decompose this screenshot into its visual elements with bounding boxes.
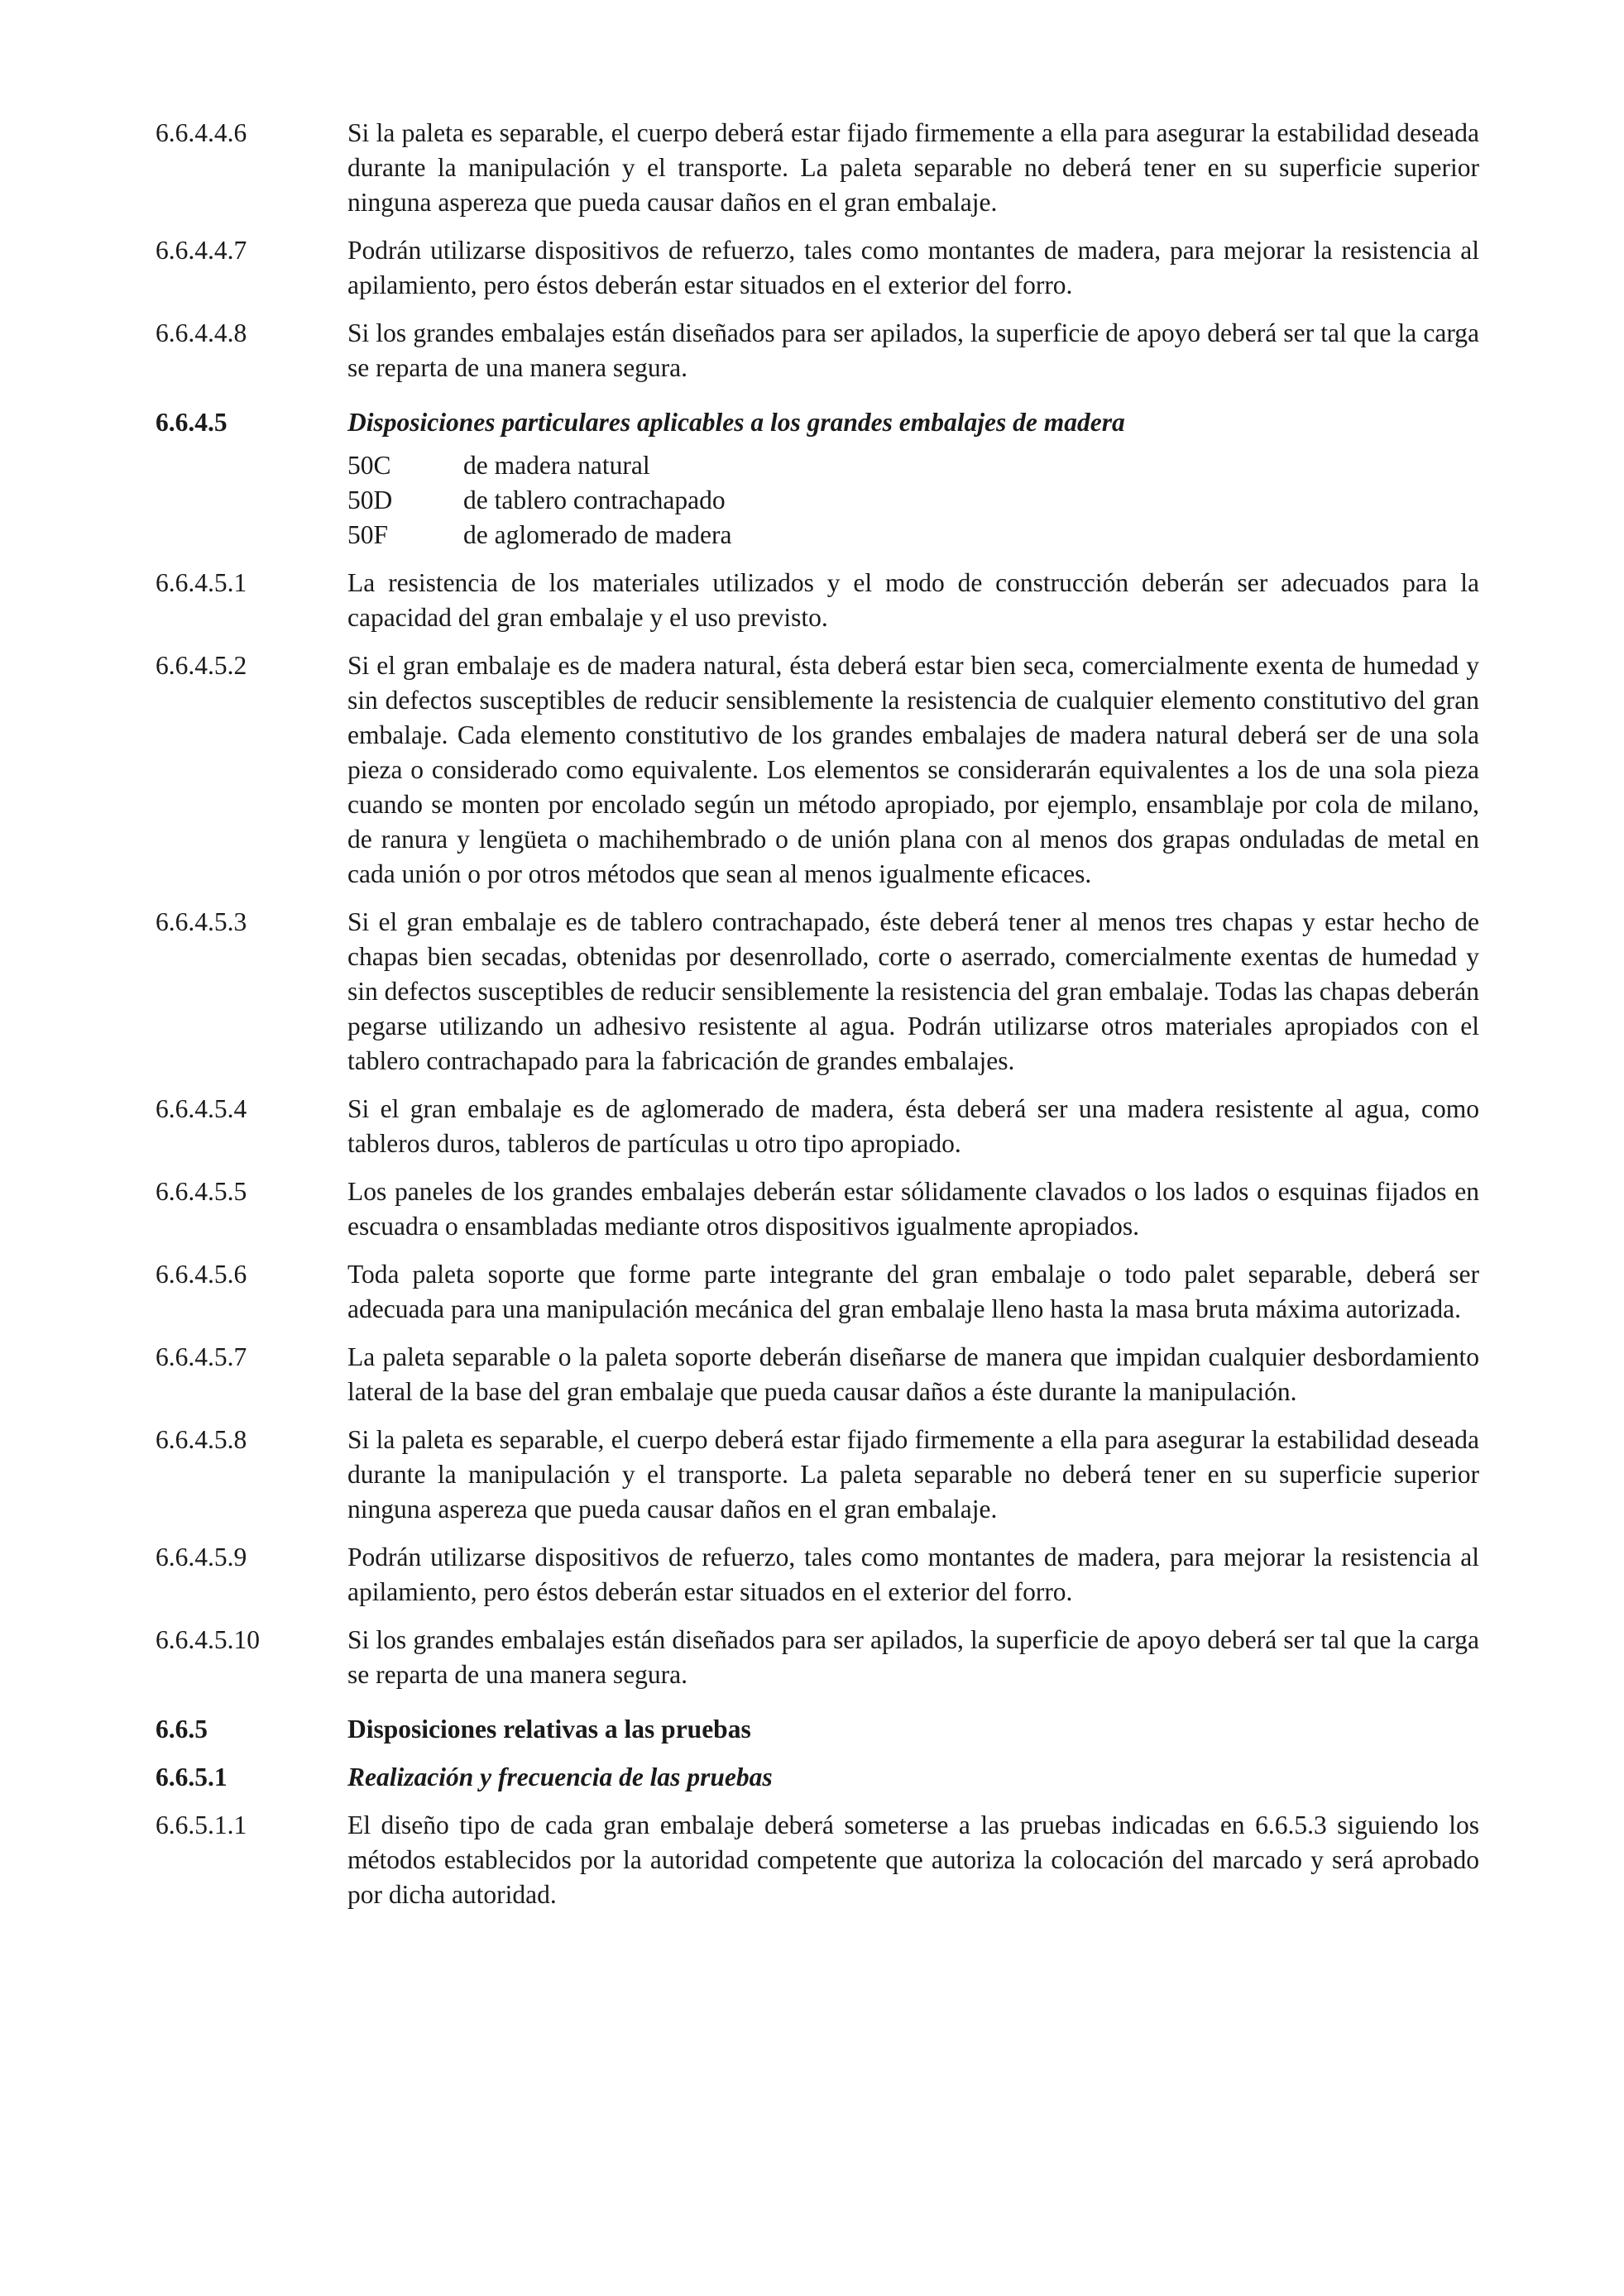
paragraph-text: Si los grandes embalajes están diseñados para ser apilados, la superficie de apoyo deberá ser tal que la carga se reparta de una manera segura. xyxy=(347,1625,1479,1689)
paragraph-6-6-4-5-1 xyxy=(156,566,1479,635)
paragraph-6-6-4-5-7 xyxy=(156,1340,1479,1409)
section-title: Realización y frecuencia de las pruebas xyxy=(347,1763,773,1791)
code-list-item xyxy=(347,448,1479,483)
paragraph-number: 6.6.4.4.8 xyxy=(156,318,247,347)
document-page xyxy=(156,116,1479,1925)
section-number: 6.6.4.5 xyxy=(156,408,228,437)
paragraph-number: 6.6.4.5.1 xyxy=(156,568,247,597)
code-list xyxy=(347,448,1479,552)
paragraph-text: La paleta separable o la paleta soporte deberán diseñarse de manera que impidan cualquier desbordamiento lateral de la base del gran embalaje que pueda causar daños a éste durante la manipulación. xyxy=(347,1342,1479,1406)
code-list-item xyxy=(347,518,1479,552)
paragraph-number: 6.6.4.5.9 xyxy=(156,1543,247,1571)
paragraph-text: La resistencia de los materiales utilizados y el modo de construcción deberán ser adecuados para la capacidad del gran embalaje y el uso previsto. xyxy=(347,568,1479,632)
paragraph-6-6-4-4-8 xyxy=(156,316,1479,385)
paragraph-text: Si el gran embalaje es de tablero contrachapado, éste deberá tener al menos tres chapas y estar hecho de chapas bien secadas, obtenidas por desenrollado, corte o aserrado, comercialmente exentas de humedad y sin defectos susceptibles de reducir sensiblemente la resistencia del gran embalaje. Todas las chapas deberán pegarse utilizando un adhesivo resistente al agua. Podrán utilizarse otros materiales apropiados con el tablero contrachapado para la fabricación de grandes embalajes. xyxy=(347,907,1479,1075)
paragraph-6-6-5-1-1 xyxy=(156,1808,1479,1912)
section-title: Disposiciones relativas a las pruebas xyxy=(347,1715,751,1744)
paragraph-text: El diseño tipo de cada gran embalaje deberá someterse a las pruebas indicadas en 6.6.5.3 siguiendo los métodos establecidos por la autoridad competente que autoriza la colocación del marcado y será aprobado por dicha autoridad. xyxy=(347,1810,1479,1909)
code-description: de aglomerado de madera xyxy=(463,520,732,549)
paragraph-6-6-4-4-7 xyxy=(156,233,1479,303)
paragraph-text: Si la paleta es separable, el cuerpo deberá estar fijado firmemente a ella para asegurar la estabilidad deseada durante la manipulación y el transporte. La paleta separable no deberá tener en su superficie superior ninguna aspereza que pueda causar daños en el gran embalaje. xyxy=(347,1425,1479,1523)
code-list-item xyxy=(347,483,1479,518)
paragraph-6-6-4-5-6 xyxy=(156,1257,1479,1327)
section-number: 6.6.5 xyxy=(156,1715,208,1744)
paragraph-text: Si el gran embalaje es de aglomerado de madera, ésta deberá ser una madera resistente al agua, como tableros duros, tableros de partículas u otro tipo apropiado. xyxy=(347,1094,1479,1158)
paragraph-number: 6.6.4.5.4 xyxy=(156,1094,247,1123)
paragraph-number: 6.6.4.5.10 xyxy=(156,1625,260,1654)
section-title: Disposiciones particulares aplicables a los grandes embalajes de madera xyxy=(347,408,1125,437)
paragraph-number: 6.6.4.5.7 xyxy=(156,1342,247,1371)
paragraph-text: Si el gran embalaje es de madera natural, ésta deberá estar bien seca, comercialmente exenta de humedad y sin defectos susceptibles de reducir sensiblemente la resistencia de cualquier elemento constitutivo del gran embalaje. Cada elemento constitutivo de los grandes embalajes de madera natural deberá ser de una sola pieza o considerado como equivalente. Los elementos se considerarán equivalentes a los de una sola pieza cuando se monten por encolado según un método apropiado, por ejemplo, ensamblaje por cola de milano, de ranura y lengüeta o machihembrado o de unión plana con al menos dos grapas onduladas de metal en cada unión o por otros métodos que sean al menos igualmente eficaces. xyxy=(347,651,1479,888)
paragraph-6-6-4-5-4 xyxy=(156,1092,1479,1161)
paragraph-6-6-4-5-2 xyxy=(156,648,1479,892)
paragraph-number: 6.6.4.5.3 xyxy=(156,907,247,936)
paragraph-text: Los paneles de los grandes embalajes deberán estar sólidamente clavados o los lados o esquinas fijados en escuadra o ensambladas mediante otros dispositivos igualmente apropiados. xyxy=(347,1177,1479,1241)
paragraph-number: 6.6.4.5.2 xyxy=(156,651,247,680)
section-heading-6-6-5 xyxy=(156,1712,1479,1747)
section-number: 6.6.5.1 xyxy=(156,1763,228,1791)
paragraph-number: 6.6.4.5.8 xyxy=(156,1425,247,1454)
paragraph-number: 6.6.4.5.6 xyxy=(156,1260,247,1289)
section-heading-6-6-5-1 xyxy=(156,1760,1479,1795)
code-label: 50C xyxy=(347,451,391,480)
paragraph-6-6-4-4-6 xyxy=(156,116,1479,220)
paragraph-6-6-4-5-5 xyxy=(156,1174,1479,1244)
paragraph-number: 6.6.4.5.5 xyxy=(156,1177,247,1206)
code-description: de madera natural xyxy=(463,451,650,480)
paragraph-text: Podrán utilizarse dispositivos de refuerzo, tales como montantes de madera, para mejorar la resistencia al apilamiento, pero éstos deberán estar situados en el exterior del forro. xyxy=(347,1543,1479,1606)
paragraph-number: 6.6.4.4.7 xyxy=(156,236,247,265)
paragraph-text: Si los grandes embalajes están diseñados para ser apilados, la superficie de apoyo deberá ser tal que la carga se reparta de una manera segura. xyxy=(347,318,1479,382)
paragraph-text: Si la paleta es separable, el cuerpo deberá estar fijado firmemente a ella para asegurar la estabilidad deseada durante la manipulación y el transporte. La paleta separable no deberá tener en su superficie superior ninguna aspereza que pueda causar daños en el gran embalaje. xyxy=(347,118,1479,217)
paragraph-6-6-4-5-3 xyxy=(156,905,1479,1079)
paragraph-6-6-4-5-8 xyxy=(156,1423,1479,1527)
code-description: de tablero contrachapado xyxy=(463,486,726,514)
paragraph-number: 6.6.4.4.6 xyxy=(156,118,247,147)
section-heading-6-6-4-5 xyxy=(156,405,1479,440)
code-label: 50F xyxy=(347,520,389,549)
paragraph-6-6-4-5-10 xyxy=(156,1623,1479,1692)
paragraph-text: Toda paleta soporte que forme parte integrante del gran embalaje o todo palet separable, deberá ser adecuada para una manipulación mecánica del gran embalaje lleno hasta la masa bruta máxima autorizada. xyxy=(347,1260,1479,1323)
paragraph-text: Podrán utilizarse dispositivos de refuerzo, tales como montantes de madera, para mejorar la resistencia al apilamiento, pero éstos deberán estar situados en el exterior del forro. xyxy=(347,236,1479,299)
code-label: 50D xyxy=(347,486,393,514)
paragraph-6-6-4-5-9 xyxy=(156,1540,1479,1610)
paragraph-number: 6.6.5.1.1 xyxy=(156,1810,247,1839)
